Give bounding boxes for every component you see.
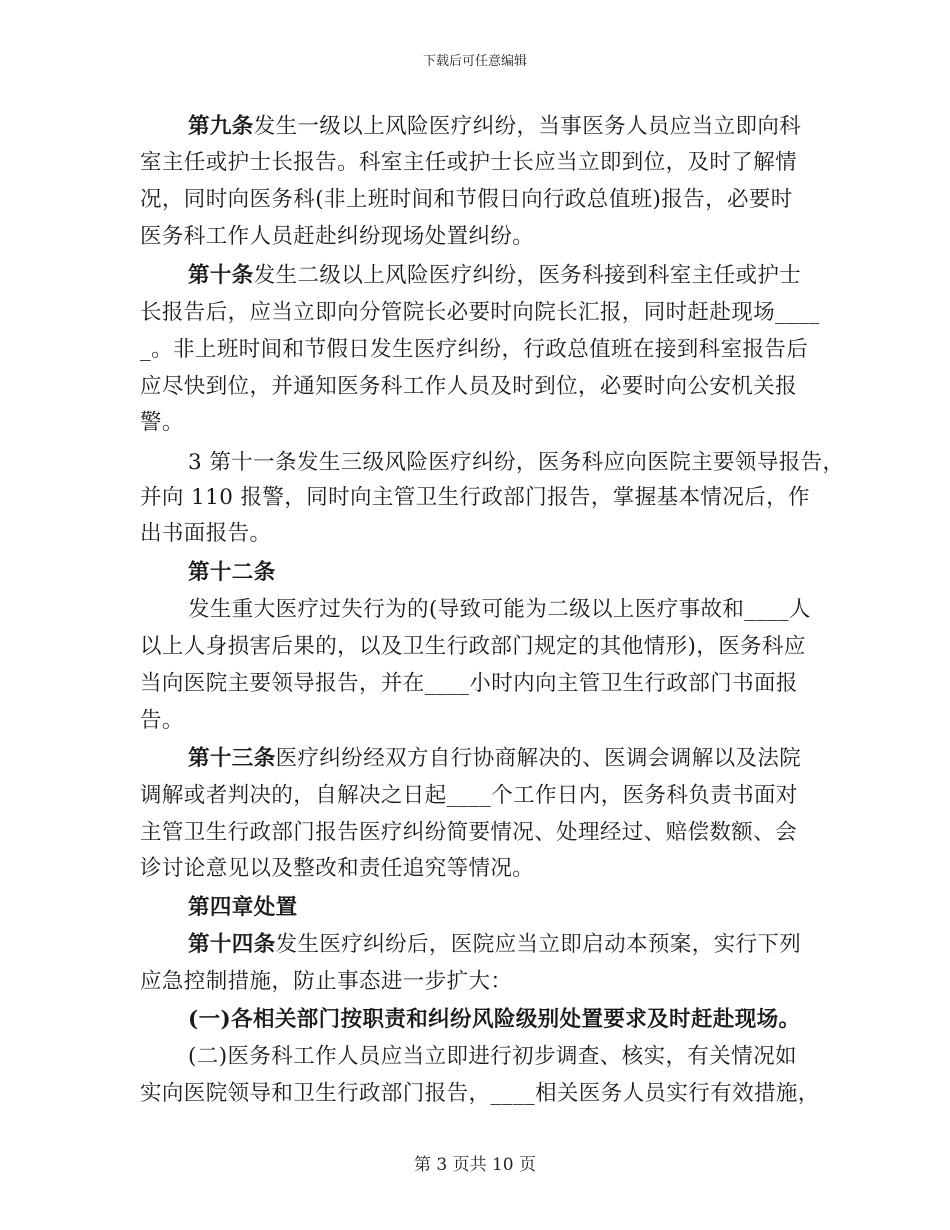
text-line: 告。	[140, 708, 184, 733]
text-line: 第十条发生二级以上风险医疗纠纷，医务科接到科室主任或护士	[188, 263, 802, 288]
text-line: 室主任或护士长报告。科室主任或护士长应当立即到位，及时了解情	[140, 150, 798, 175]
text-line: 第十四条发生医疗纠纷后，医院应当立即启动本预案，实行下列	[188, 932, 802, 957]
text-line: 以上人身损害后果的，以及卫生行政部门规定的其他情形)，医务科应	[140, 634, 806, 659]
text-line: 应尽快到位，并通知医务科工作人员及时到位，必要时向公安机关报	[140, 374, 798, 399]
text-line: 发生重大医疗过失行为的(导致可能为二级以上医疗事故和____人	[188, 597, 811, 622]
section-heading: 第十二条	[188, 560, 276, 585]
text-line: 医务科工作人员赶赴纠纷现场处置纠纷。	[140, 224, 535, 249]
text-line: 应急控制措施，防止事态进一步扩大：	[140, 969, 513, 994]
text-line: 并向 110 报警，同时向主管卫生行政部门报告，掌握基本情况后，作	[140, 485, 810, 510]
text-line: _。非上班时间和节假日发生医疗纠纷，行政总值班在接到科室报告后	[140, 337, 809, 362]
text-line: 第十三条医疗纠纷经双方自行协商解决的、医调会调解以及法院	[188, 746, 802, 771]
text-line: 出书面报告。	[140, 521, 272, 546]
text-line: 况，同时向医务科(非上班时间和节假日向行政总值班)报告，必要时	[140, 187, 793, 212]
text-line: 实向医院领导和卫生行政部门报告，____相关医务人员实行有效措施，	[140, 1081, 820, 1106]
text-line: 主管卫生行政部门报告医疗纠纷简要情况、处理经过、赔偿数额、会	[140, 820, 798, 845]
text-line: 第九条发生一级以上风险医疗纠纷，当事医务人员应当立即向科	[188, 114, 802, 139]
text-line: 警。	[140, 410, 184, 435]
text-line: 诊讨论意见以及整改和责任追究等情况。	[140, 856, 535, 881]
page-header: 下载后可任意编辑	[422, 54, 527, 69]
text-line: 3 第十一条发生三级风险医疗纠纷，医务科应向医院主要领导报告，	[188, 450, 845, 475]
page-footer: 第 3 页共 10 页	[413, 1155, 537, 1175]
text-line: 调解或者判决的，自解决之日起____个工作日内，医务科负责书面对	[140, 783, 798, 808]
text-line: (二)医务科工作人员应当立即进行初步调查、核实，有关情况如	[188, 1044, 797, 1069]
text-line: 当向医院主要领导报告，并在____小时内向主管卫生行政部门书面报	[140, 671, 798, 696]
text-line: (一)各相关部门按职责和纠纷风险级别处置要求及时赶赴现场。	[188, 1007, 801, 1032]
chapter-heading: 第四章处置	[188, 895, 298, 920]
text-line: 长报告后，应当立即向分管院长必要时向院长汇报，同时赶赴现场____	[140, 300, 820, 325]
